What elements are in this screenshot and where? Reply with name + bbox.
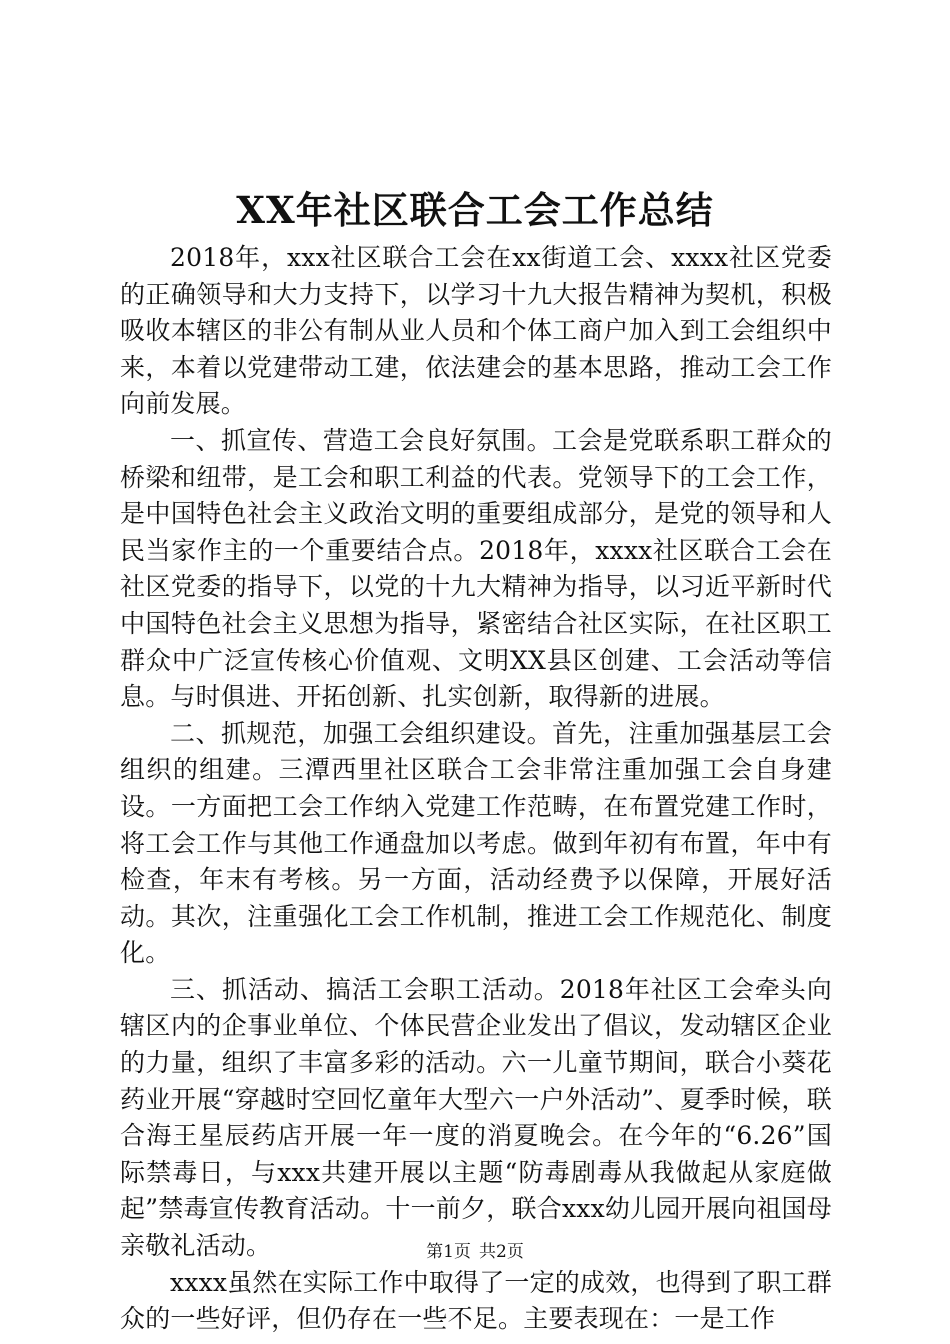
paragraph-section-3: 三、抓活动、搞活工会职工活动。2018年社区工会牵头向辖区内的企事业单位、个体民营企业发出了倡议，发动辖区企业的力量，组织了丰富多彩的活动。六一儿童节期间，联合小葵花药业开展“穿越时空回忆童年大型六一户外活动”、夏季时候，联合海王星辰药店开展一年一度的消夏晚会。在今年的“6.26”国际禁毒日，与xxx共建开展以主题“防毒剧毒从我做起从家庭做起”禁毒宣传教育活动。十一前夕，联合xxx幼儿园开展向祖国母亲敬礼活动。: [120, 974, 832, 1261]
document-title: XX年社区联合工会工作总结: [236, 188, 714, 232]
page-number-total: 共2页: [479, 1242, 524, 1262]
page-number-current: 第1页: [426, 1242, 471, 1262]
document-body: [120, 240, 832, 1338]
paragraph-shortcomings: xxxx虽然在实际工作中取得了一定的成效，也得到了职工群众的一些好评，但仍存在一些不足。主要表现在：一是工作: [120, 1267, 832, 1334]
page-footer: [0, 1240, 950, 1264]
paragraph-section-1: 一、抓宣传、营造工会良好氛围。工会是党联系职工群众的桥梁和纽带，是工会和职工利益的代表。党领导下的工会工作，是中国特色社会主义政治文明的重要组成部分，是党的领导和人民当家作主的一个重要结合点。2018年，xxxx社区联合工会在社区党委的指导下，以党的十九大精神为指导，以习近平新时代中国特色社会主义思想为指导，紧密结合社区实际，在社区职工群众中广泛宣传核心价值观、文明XX县区创建、工会活动等信息。与时俱进、开拓创新、扎实创新，取得新的进展。: [120, 425, 832, 712]
paragraph-intro: 2018年，xxx社区联合工会在xx街道工会、xxxx社区党委的正确领导和大力支持下，以学习十九大报告精神为契机，积极吸收本辖区的非公有制从业人员和个体工商户加入到工会组织中来，本着以党建带动工建，依法建会的基本思路，推动工会工作向前发展。: [120, 243, 832, 419]
paragraph-section-2: 二、抓规范，加强工会组织建设。首先，注重加强基层工会组织的组建。三潭西里社区联合工会非常注重加强工会自身建设。一方面把工会工作纳入党建工作范畴，在布置党建工作时，将工会工作与其他工作通盘加以考虑。做到年初有布置，年中有检查，年末有考核。另一方面，活动经费予以保障，开展好活动。其次，注重强化工会工作机制，推进工会工作规范化、制度化。: [120, 718, 832, 968]
